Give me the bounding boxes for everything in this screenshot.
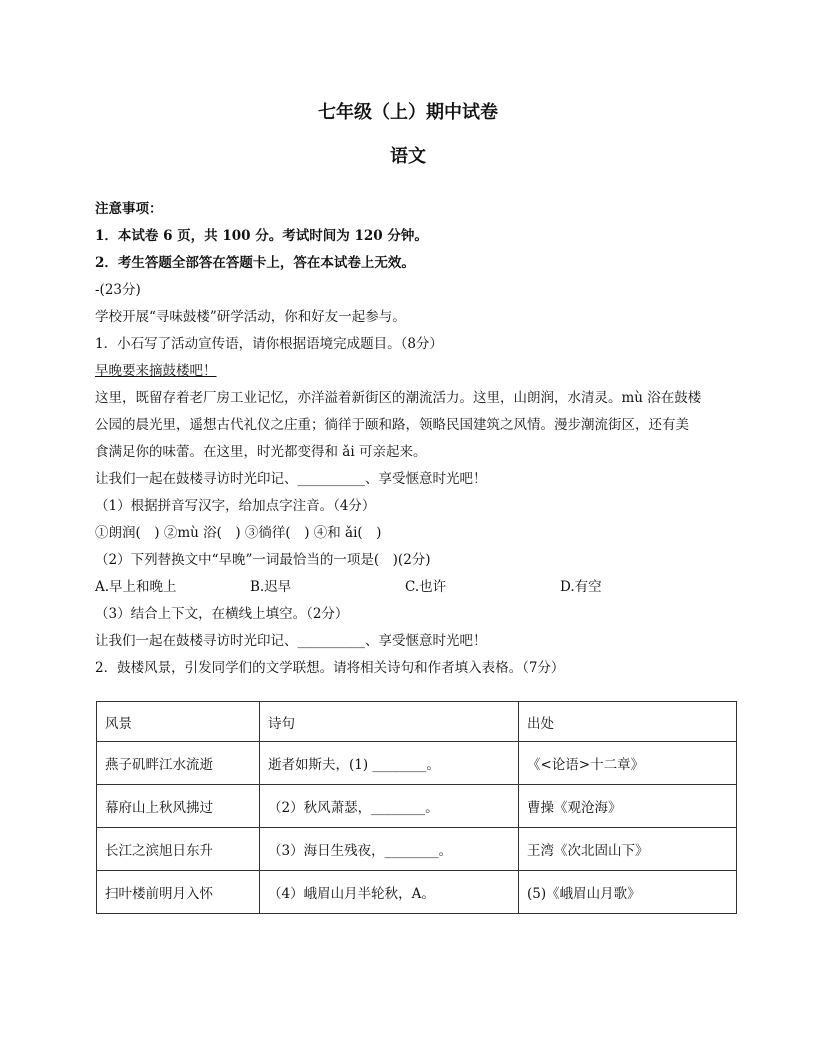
table-cell: 逝者如斯夫，(1) ________。 (260, 742, 519, 785)
table-header-row (97, 702, 737, 742)
section-intro: 学校开展“寻味鼓楼”研学活动，你和好友一起参与。 (95, 309, 406, 325)
table-row (97, 742, 737, 785)
table-row (97, 828, 737, 871)
page-title: 七年级（上）期中试卷 (318, 102, 498, 123)
table-cell: 幕府山上秋风拂过 (97, 785, 260, 828)
options-row (95, 574, 735, 601)
notice-item: 1．本试卷 6 页，共 100 分。考试时间为 120 分钟。 (95, 228, 428, 244)
slogan: 早晚要来摘鼓楼吧！ (95, 363, 217, 379)
poetry-table (96, 701, 737, 914)
header-cell-scenery: 风景 (97, 702, 260, 742)
table-row (97, 785, 737, 828)
notice-item: 2．考生答题全部答在答题卡上，答在本试卷上无效。 (95, 255, 415, 271)
section-score: -(23分) (95, 282, 141, 298)
table-cell: 《<论语>十二章》 (519, 742, 737, 785)
option-d: D.有空 (560, 579, 602, 595)
option-b: B.迟早 (250, 579, 292, 595)
notice-heading: 注意事项： (95, 201, 163, 217)
header-cell-verse: 诗句 (260, 702, 519, 742)
table-cell: （4）峨眉山月半轮秋，A。 (260, 871, 519, 914)
table-cell: （2）秋风萧瑟，________。 (260, 785, 519, 828)
passage-line: 让我们一起在鼓楼寻访时光印记、__________、享受惬意时光吧！ (95, 471, 487, 487)
page-subtitle: 语文 (390, 146, 426, 167)
passage-line: 公园的晨光里，遥想古代礼仪之庄重；徜徉于颐和路，领略民国建筑之风情。漫步潮流街区，还有美 (95, 417, 689, 433)
table-cell: 扫叶楼前明月入怀 (97, 871, 260, 914)
sub-question-3: （3）结合上下文，在横线上填空。（2分） (95, 606, 349, 622)
question-2: 2．鼓楼风景，引发同学们的文学联想。请将相关诗句和作者填入表格。（7分） (95, 660, 565, 676)
question-1: 1．小石写了活动宣传语，请你根据语境完成题目。（8分） (95, 336, 443, 352)
sub-question-1: （1）根据拼音写汉字，给加点字注音。（4分） (95, 498, 376, 514)
table-cell: 曹操《观沧海》 (519, 785, 737, 828)
table-cell: （3）海日生残夜，________。 (260, 828, 519, 871)
header-cell-source: 出处 (519, 702, 737, 742)
sub-question-1-blanks: ①朗润( ) ②mù 浴( ) ③徜徉( ) ④和 ǎi( ) (95, 525, 382, 541)
table-cell: 长江之滨旭日东升 (97, 828, 260, 871)
document-body (95, 196, 735, 682)
sub-question-3-line: 让我们一起在鼓楼寻访时光印记、__________、享受惬意时光吧！ (95, 633, 487, 649)
table-cell: (5)《峨眉山月歌》 (519, 871, 737, 914)
option-a: A.早上和晚上 (95, 579, 177, 595)
passage-line: 食满足你的味蕾。在这里，时光都变得和 ǎi 可亲起来。 (95, 444, 427, 460)
passage-line: 这里，既留存着老厂房工业记忆，亦洋溢着新街区的潮流活力。这里，山朗润，水清灵。mù 浴在鼓楼 (95, 390, 702, 406)
option-c: C.也许 (405, 579, 447, 595)
table-row (97, 871, 737, 914)
sub-question-2: （2）下列替换文中“早晚”一词最恰当的一项是( )(2分) (95, 552, 431, 568)
table-cell: 燕子矶畔江水流逝 (97, 742, 260, 785)
table-cell: 王湾《次北固山下》 (519, 828, 737, 871)
